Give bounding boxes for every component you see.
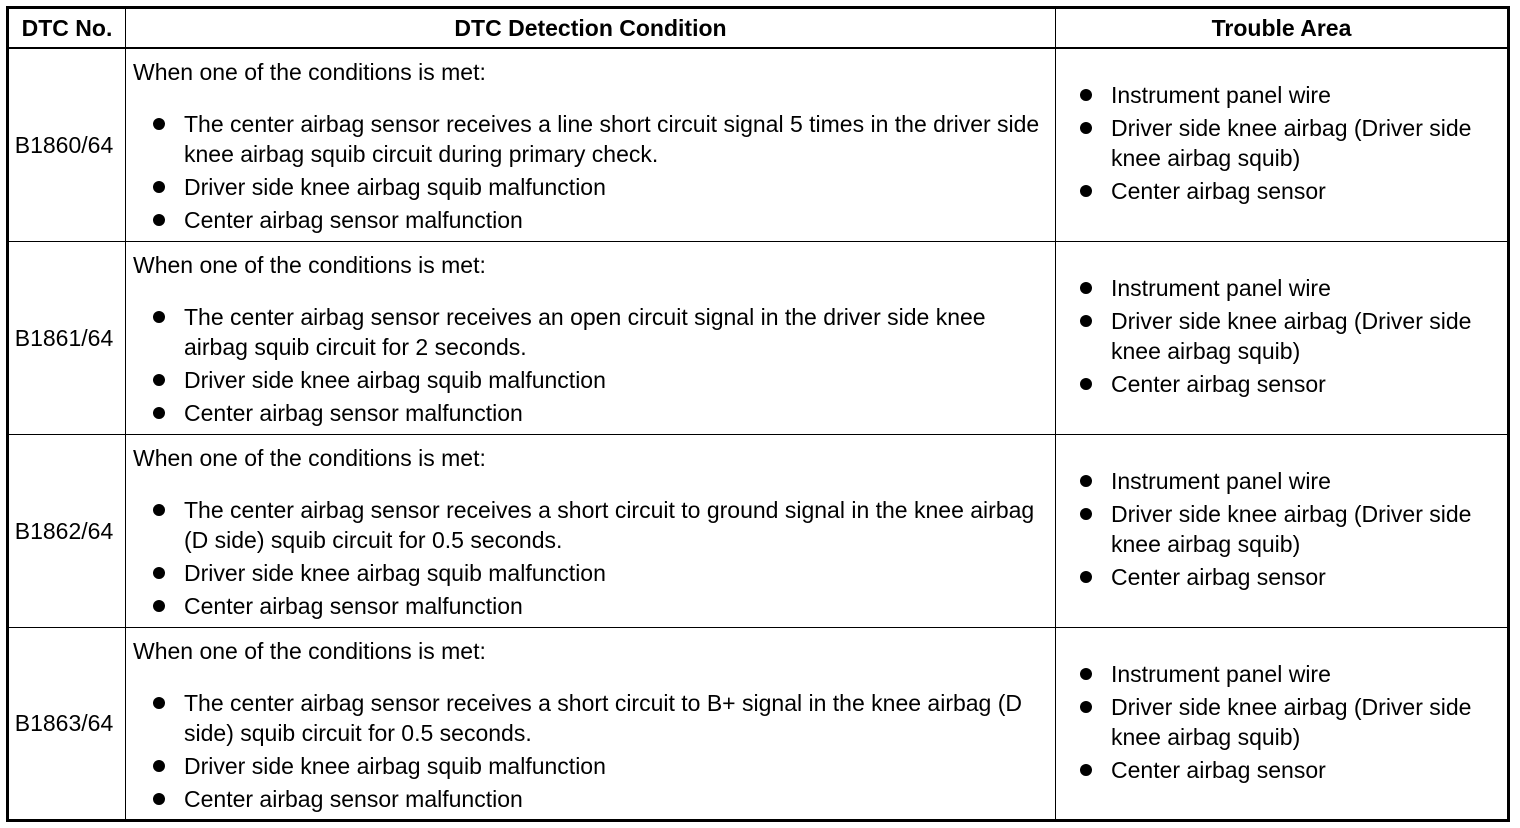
list-item: [133, 784, 1047, 814]
bullet-icon: [153, 407, 165, 419]
trouble-area-text: Center airbag sensor: [1111, 178, 1326, 205]
table-row: [8, 434, 1509, 627]
condition-text: Center airbag sensor malfunction: [184, 400, 523, 426]
condition-intro: When one of the conditions is met:: [133, 252, 486, 278]
table-header-row: [8, 8, 1509, 49]
dtc-number: B1862/64: [8, 434, 126, 627]
list-item: [133, 591, 1047, 621]
bullet-icon: [153, 760, 165, 772]
bullet-icon: [153, 214, 165, 226]
trouble-area-list: [1078, 273, 1497, 399]
list-item: [1078, 306, 1497, 366]
condition-list: [133, 688, 1047, 814]
dtc-number: B1863/64: [8, 627, 126, 820]
trouble-area-cell: [1056, 627, 1509, 820]
list-item: [1078, 692, 1497, 752]
bullet-icon: [153, 374, 165, 386]
trouble-area-cell: [1056, 434, 1509, 627]
trouble-area-list: [1078, 80, 1497, 206]
condition-text: The center airbag sensor receives an open circuit signal in the driver side knee airbag squib circuit for 2 seconds.: [184, 304, 986, 360]
trouble-area-text: Center airbag sensor: [1111, 564, 1326, 590]
list-item: [133, 302, 1047, 362]
trouble-area-text: Center airbag sensor: [1111, 371, 1326, 397]
bullet-icon: [1080, 764, 1092, 776]
bullet-icon: [1080, 315, 1092, 327]
bullet-icon: [153, 600, 165, 612]
detection-condition-cell: [126, 241, 1056, 434]
condition-text: Center airbag sensor malfunction: [184, 785, 523, 812]
trouble-area-cell: [1056, 48, 1509, 241]
condition-text: Center airbag sensor malfunction: [184, 207, 523, 234]
bullet-icon: [1080, 508, 1092, 520]
list-item: [1078, 176, 1497, 206]
detection-condition-cell: [126, 48, 1056, 241]
trouble-area-text: Instrument panel wire: [1111, 275, 1331, 301]
condition-text: The center airbag sensor receives a line short circuit signal 5 times in the driver side knee airbag squib circuit during primary check.: [184, 111, 1040, 168]
trouble-area-text: Instrument panel wire: [1111, 82, 1331, 109]
bullet-icon: [153, 118, 165, 130]
bullet-icon: [153, 793, 165, 805]
bullet-icon: [1080, 122, 1092, 134]
bullet-icon: [1080, 475, 1092, 487]
condition-text: Center airbag sensor malfunction: [184, 593, 523, 619]
trouble-area-text: Center airbag sensor: [1111, 756, 1326, 783]
bullet-icon: [1080, 668, 1092, 680]
dtc-number: B1860/64: [8, 48, 126, 241]
list-item: [133, 109, 1047, 169]
condition-list: [133, 302, 1047, 428]
list-item: [1078, 659, 1497, 689]
condition-list: [133, 109, 1047, 235]
bullet-icon: [1080, 185, 1092, 197]
list-item: [133, 495, 1047, 555]
list-item: [133, 172, 1047, 202]
list-item: [133, 751, 1047, 781]
bullet-icon: [153, 181, 165, 193]
bullet-icon: [153, 567, 165, 579]
list-item: [133, 365, 1047, 395]
list-item: [1078, 369, 1497, 399]
condition-text: Driver side knee airbag squib malfunction: [184, 560, 606, 586]
condition-text: Driver side knee airbag squib malfunction: [184, 174, 606, 201]
table-row: [8, 241, 1509, 434]
list-item: [1078, 273, 1497, 303]
bullet-icon: [153, 311, 165, 323]
trouble-area-text: Driver side knee airbag (Driver side knee airbag squib): [1111, 693, 1472, 750]
bullet-icon: [1080, 701, 1092, 713]
detection-condition-cell: [126, 434, 1056, 627]
table-row: [8, 627, 1509, 820]
dtc-table: [6, 6, 1510, 822]
list-item: [133, 398, 1047, 428]
trouble-area-text: Driver side knee airbag (Driver side knee airbag squib): [1111, 308, 1472, 364]
list-item: [1078, 499, 1497, 559]
bullet-icon: [1080, 571, 1092, 583]
condition-intro: When one of the conditions is met:: [133, 637, 486, 664]
trouble-area-text: Instrument panel wire: [1111, 468, 1331, 494]
condition-text: The center airbag sensor receives a short circuit to B+ signal in the knee airbag (D side) squib circuit for 0.5 seconds.: [184, 689, 1023, 746]
header-dtc-no: DTC No.: [8, 8, 126, 49]
list-item: [133, 688, 1047, 748]
condition-list: [133, 495, 1047, 621]
header-detection-condition: DTC Detection Condition: [126, 8, 1056, 49]
condition-text: Driver side knee airbag squib malfunction: [184, 367, 606, 393]
list-item: [133, 205, 1047, 235]
bullet-icon: [1080, 89, 1092, 101]
trouble-area-text: Driver side knee airbag (Driver side knee airbag squib): [1111, 501, 1472, 557]
bullet-icon: [153, 697, 165, 709]
list-item: [133, 558, 1047, 588]
bullet-icon: [1080, 282, 1092, 294]
condition-text: The center airbag sensor receives a short circuit to ground signal in the knee airbag (D side) squib circuit for 0.5 seconds.: [184, 497, 1035, 553]
list-item: [1078, 113, 1497, 173]
trouble-area-list: [1078, 466, 1497, 592]
list-item: [1078, 755, 1497, 785]
table-row: [8, 48, 1509, 241]
condition-intro: When one of the conditions is met:: [133, 59, 486, 86]
trouble-area-cell: [1056, 241, 1509, 434]
trouble-area-text: Instrument panel wire: [1111, 660, 1331, 687]
trouble-area-list: [1078, 659, 1497, 785]
list-item: [1078, 466, 1497, 496]
list-item: [1078, 80, 1497, 110]
dtc-number: B1861/64: [8, 241, 126, 434]
detection-condition-cell: [126, 627, 1056, 820]
bullet-icon: [153, 504, 165, 516]
bullet-icon: [1080, 378, 1092, 390]
header-trouble-area: Trouble Area: [1056, 8, 1509, 49]
trouble-area-text: Driver side knee airbag (Driver side knee airbag squib): [1111, 115, 1472, 172]
condition-intro: When one of the conditions is met:: [133, 445, 486, 471]
list-item: [1078, 562, 1497, 592]
condition-text: Driver side knee airbag squib malfunction: [184, 752, 606, 779]
